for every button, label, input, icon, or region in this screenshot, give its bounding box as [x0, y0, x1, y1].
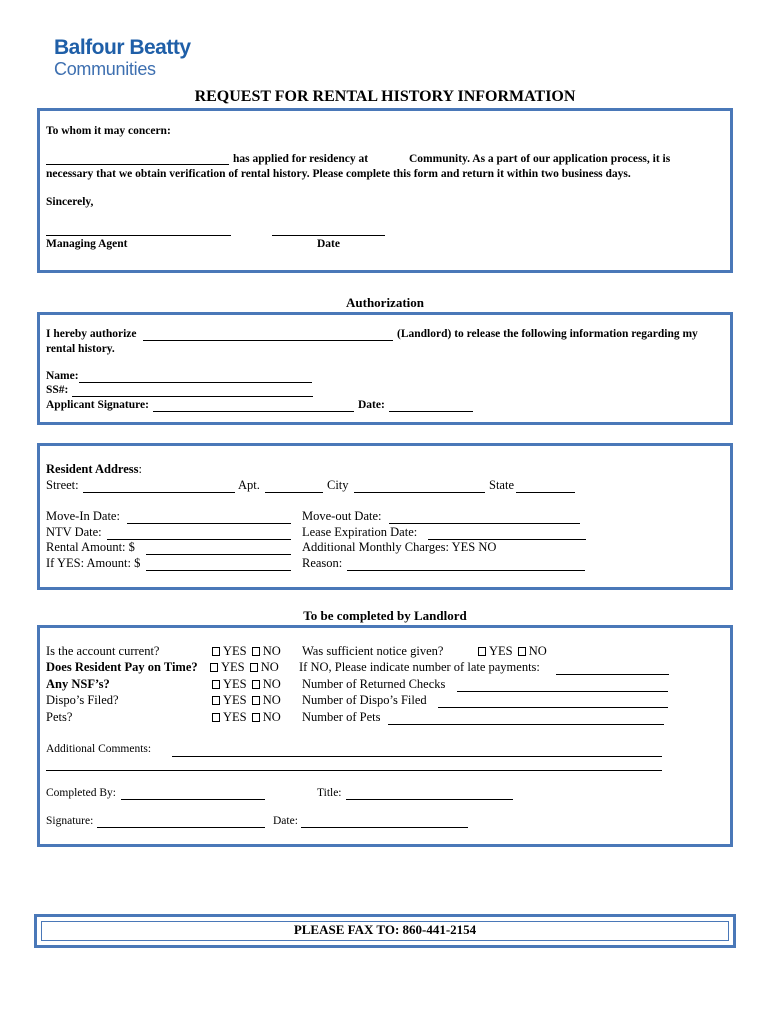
- q3-no-checkbox[interactable]: [252, 680, 260, 689]
- landlord-signature-input[interactable]: [97, 827, 265, 828]
- applicant-name-line[interactable]: [46, 164, 229, 165]
- street-input[interactable]: [83, 492, 235, 493]
- comments-input-line1[interactable]: [172, 756, 662, 757]
- q4-no-label: NO: [262, 693, 281, 707]
- number-pets-input[interactable]: [388, 724, 664, 725]
- page-title: REQUEST FOR RENTAL HISTORY INFORMATION: [194, 88, 576, 105]
- q5-yes-checkbox[interactable]: [212, 713, 220, 722]
- letter-text-2: necessary that we obtain verification of rental history. Please complete this form and return it within two business days.: [46, 168, 631, 180]
- fax-box: [34, 914, 736, 948]
- ifyes-amount-label: If YES: Amount: $: [46, 556, 141, 570]
- city-label: City: [327, 478, 349, 492]
- landlord-signature-label: Signature:: [46, 815, 94, 827]
- rental-amount-label: Rental Amount: $: [46, 540, 135, 554]
- r1-options: [478, 644, 547, 659]
- ss-input[interactable]: [72, 396, 313, 397]
- q-pay-on-time: Does Resident Pay on Time?: [46, 660, 198, 674]
- late-payments-input[interactable]: [556, 674, 669, 675]
- resident-heading-colon: :: [138, 462, 142, 476]
- comments-input-line2[interactable]: [46, 770, 662, 771]
- q2-options: [210, 660, 279, 675]
- authorize-text-a: I hereby authorize: [46, 328, 137, 340]
- q4-no-checkbox[interactable]: [252, 696, 260, 705]
- lease-expiration-label: Lease Expiration Date:: [302, 525, 418, 539]
- ntv-label: NTV Date:: [46, 525, 102, 539]
- dispos-filed-input[interactable]: [438, 707, 668, 708]
- resident-heading-text: Resident Address: [46, 462, 139, 476]
- q1-options: [212, 644, 281, 659]
- letter-date-line[interactable]: [272, 235, 385, 236]
- name-input[interactable]: [79, 382, 312, 383]
- letter-text-1b: Community. As a part of our application process, it is: [409, 153, 671, 165]
- logo-brand: Balfour Beatty: [54, 36, 191, 59]
- r-number-pets: Number of Pets: [302, 710, 381, 724]
- q5-yes-label: YES: [223, 710, 247, 724]
- q5-options: [212, 710, 281, 725]
- r-late-payments: If NO, Please indicate number of late payments:: [299, 660, 540, 674]
- q2-yes-checkbox[interactable]: [210, 663, 218, 672]
- ss-label: SS#:: [46, 384, 69, 396]
- authorization-heading: Authorization: [346, 295, 424, 310]
- reason-label: Reason:: [302, 556, 343, 570]
- letter-date-label: Date: [317, 238, 340, 250]
- r-sufficient-notice: Was sufficient notice given?: [302, 644, 444, 658]
- q1-yes-label: YES: [223, 644, 247, 658]
- letter-text-1a: has applied for residency at: [233, 153, 369, 165]
- name-label: Name:: [46, 370, 79, 382]
- authorization-date-input[interactable]: [389, 411, 473, 412]
- q-dispos-filed: Dispo’s Filed?: [46, 693, 119, 707]
- q4-yes-checkbox[interactable]: [212, 696, 220, 705]
- movein-input[interactable]: [127, 523, 291, 524]
- q1-no-label: NO: [262, 644, 281, 658]
- r1-yes-checkbox[interactable]: [478, 647, 486, 656]
- authorize-text-2: rental history.: [46, 343, 115, 355]
- managing-agent-label: Managing Agent: [46, 238, 128, 250]
- q-nsf: Any NSF’s?: [46, 677, 110, 691]
- q3-yes-checkbox[interactable]: [212, 680, 220, 689]
- completed-by-input[interactable]: [121, 799, 265, 800]
- moveout-label: Move-out Date:: [302, 509, 382, 523]
- q-pets: Pets?: [46, 710, 73, 724]
- r-returned-checks: Number of Returned Checks: [302, 677, 446, 691]
- q3-yes-label: YES: [223, 677, 247, 691]
- q2-no-label: NO: [260, 660, 279, 674]
- closing: Sincerely,: [46, 196, 94, 208]
- q3-options: [212, 677, 281, 692]
- landlord-date-label: Date:: [273, 815, 298, 827]
- agent-signature-line[interactable]: [46, 235, 231, 236]
- fax-number: PLEASE FAX TO: 860-441-2154: [41, 921, 729, 941]
- q5-no-checkbox[interactable]: [252, 713, 260, 722]
- landlord-title-label: Title:: [317, 787, 342, 799]
- moveout-input[interactable]: [389, 523, 580, 524]
- resident-heading: [46, 462, 142, 477]
- q-account-current: Is the account current?: [46, 644, 160, 658]
- landlord-heading: To be completed by Landlord: [303, 608, 467, 623]
- additional-charges-label: Additional Monthly Charges: YES NO: [302, 540, 497, 554]
- landlord-name-line[interactable]: [143, 340, 393, 341]
- returned-checks-input[interactable]: [457, 691, 668, 692]
- applicant-signature-input[interactable]: [153, 411, 354, 412]
- authorization-date-label: Date:: [358, 399, 385, 411]
- r-dispos-filed: Number of Dispo’s Filed: [302, 693, 427, 707]
- street-label: Street:: [46, 478, 79, 492]
- greeting: To whom it may concern:: [46, 125, 171, 137]
- authorize-text-b: (Landlord) to release the following information regarding my: [397, 328, 698, 340]
- r1-no-checkbox[interactable]: [518, 647, 526, 656]
- q3-no-label: NO: [262, 677, 281, 691]
- r1-no-label: NO: [528, 644, 547, 658]
- comments-label: Additional Comments:: [46, 743, 152, 755]
- state-label: State: [489, 478, 514, 492]
- apt-input[interactable]: [265, 492, 323, 493]
- movein-label: Move-In Date:: [46, 509, 120, 523]
- q2-yes-label: YES: [221, 660, 245, 674]
- landlord-title-input[interactable]: [346, 799, 513, 800]
- applicant-signature-label: Applicant Signature:: [46, 399, 149, 411]
- q4-yes-label: YES: [223, 693, 247, 707]
- landlord-date-input[interactable]: [301, 827, 468, 828]
- q1-yes-checkbox[interactable]: [212, 647, 220, 656]
- city-input[interactable]: [354, 492, 485, 493]
- apt-label: Apt.: [238, 478, 260, 492]
- logo-subtitle: Communities: [54, 59, 156, 79]
- reason-input[interactable]: [347, 570, 585, 571]
- q5-no-label: NO: [262, 710, 281, 724]
- completed-by-label: Completed By:: [46, 787, 116, 799]
- q2-no-checkbox[interactable]: [250, 663, 258, 672]
- r1-yes-label: YES: [489, 644, 513, 658]
- state-input[interactable]: [516, 492, 575, 493]
- q4-options: [212, 693, 281, 708]
- q1-no-checkbox[interactable]: [252, 647, 260, 656]
- ifyes-amount-input[interactable]: [146, 570, 291, 571]
- rental-amount-input[interactable]: [146, 554, 291, 555]
